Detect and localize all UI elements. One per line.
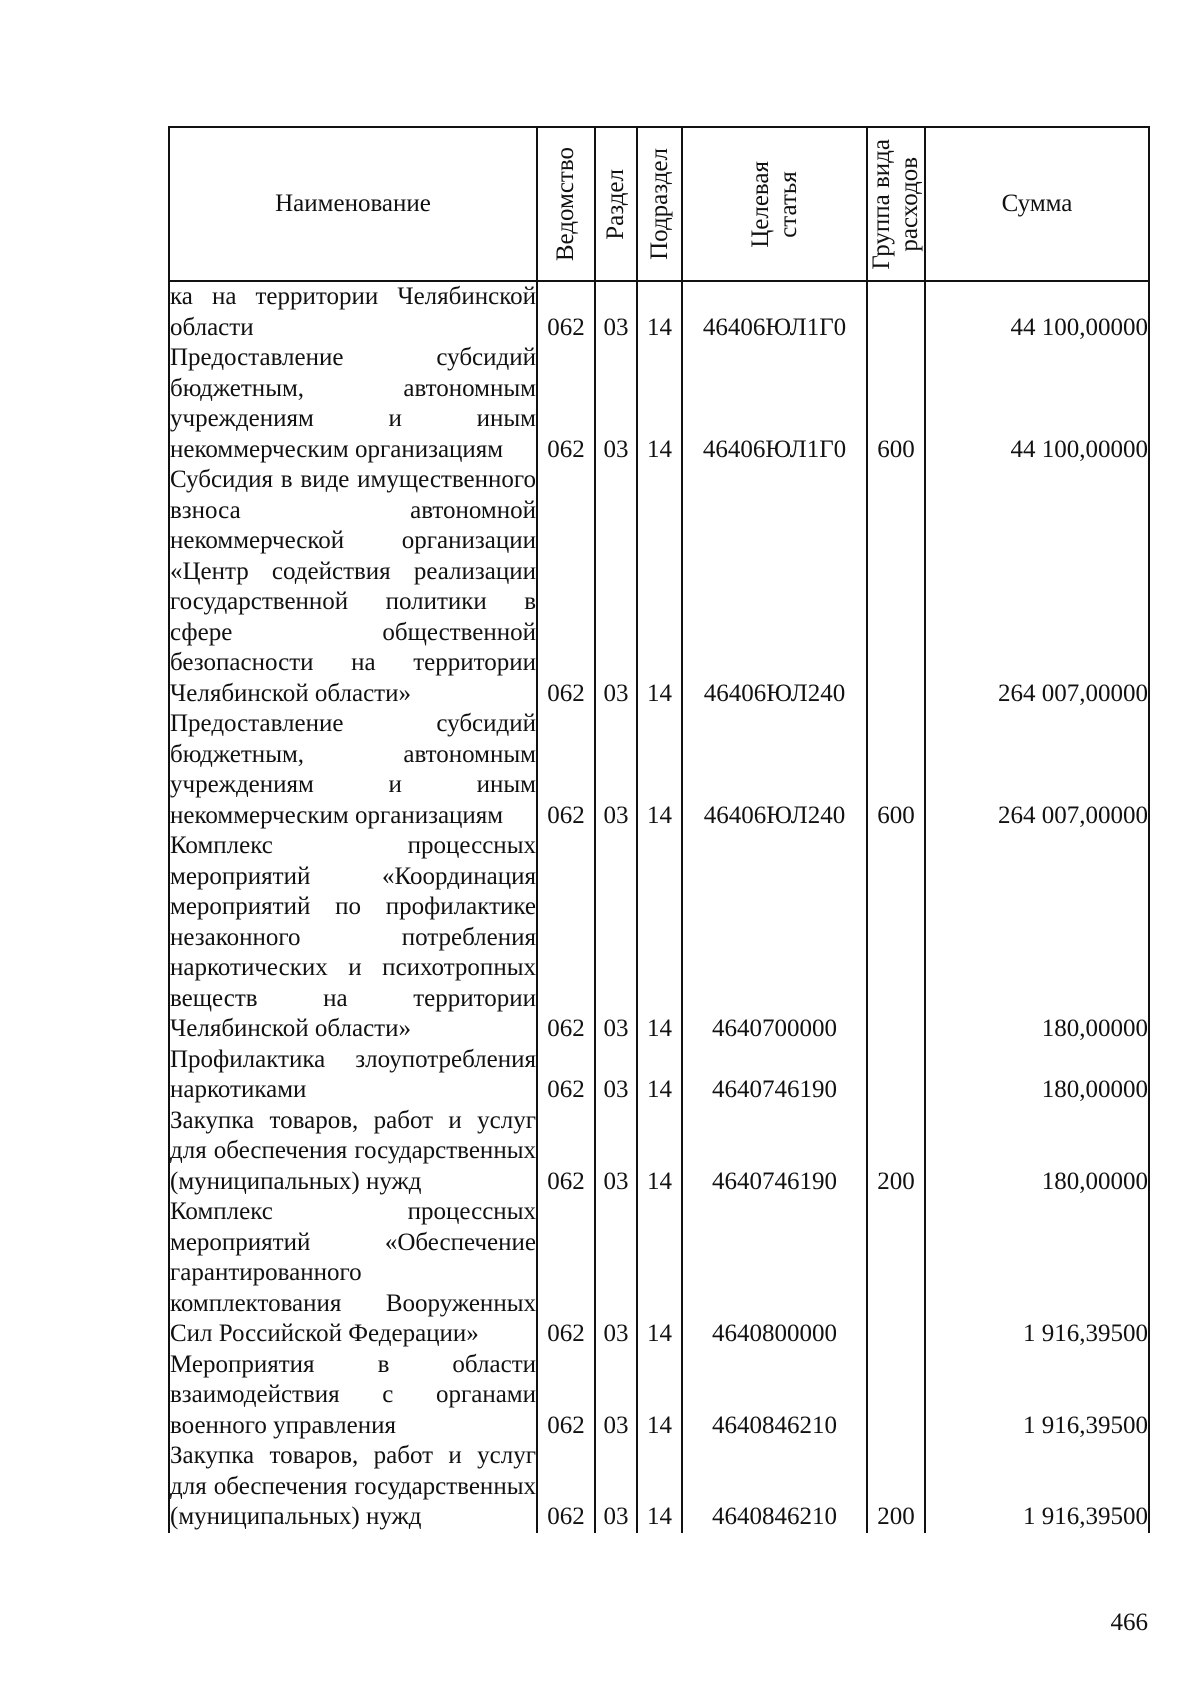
row-razdel: 03	[595, 465, 637, 709]
row-podrazdel: 14	[637, 1106, 682, 1198]
row-summa: 44 100,00000	[925, 281, 1149, 343]
row-podrazdel: 14	[637, 1197, 682, 1350]
row-name: Предоставление субсидий бюджетным, автономным учреждениям и иным некоммерческим организациям	[169, 709, 537, 831]
row-gruppa: 200	[867, 1106, 925, 1198]
row-name: Субсидия в виде имущественного взноса автономной некоммерческой организации «Центр содействия реализации государственной политики в сфере общественной безопасности на территории Челябинской области»	[169, 465, 537, 709]
row-podrazdel: 14	[637, 465, 682, 709]
header-gruppa-line1: Группа вида	[868, 138, 895, 270]
row-vedomstvo: 062	[537, 281, 595, 343]
row-razdel: 03	[595, 831, 637, 1045]
row-gruppa	[867, 1197, 925, 1350]
row-celevaya: 46406ЮЛ240	[682, 709, 867, 831]
row-vedomstvo: 062	[537, 1197, 595, 1350]
row-name: Закупка товаров, работ и услуг для обеспечения государственных (муниципальных) нужд	[169, 1106, 537, 1198]
header-gruppa	[867, 127, 925, 281]
row-celevaya: 46406ЮЛ240	[682, 465, 867, 709]
row-summa: 180,00000	[925, 1045, 1149, 1106]
row-summa: 180,00000	[925, 1106, 1149, 1198]
row-gruppa	[867, 1350, 925, 1442]
row-celevaya: 4640846210	[682, 1441, 867, 1533]
row-razdel: 03	[595, 1350, 637, 1442]
table-row	[169, 465, 1149, 709]
row-vedomstvo: 062	[537, 343, 595, 465]
row-gruppa: 600	[867, 343, 925, 465]
row-summa: 44 100,00000	[925, 343, 1149, 465]
header-summa-label: Сумма	[1001, 189, 1073, 217]
budget-table	[168, 126, 1150, 1533]
row-summa: 1 916,39500	[925, 1441, 1149, 1533]
row-razdel: 03	[595, 1197, 637, 1350]
row-vedomstvo: 062	[537, 465, 595, 709]
row-vedomstvo: 062	[537, 709, 595, 831]
row-podrazdel: 14	[637, 1045, 682, 1106]
row-vedomstvo: 062	[537, 1106, 595, 1198]
row-name: Предоставление субсидий бюджетным, автономным учреждениям и иным некоммерческим организациям	[169, 343, 537, 465]
header-celevaya-line2: статья	[774, 170, 802, 238]
row-celevaya: 4640800000	[682, 1197, 867, 1350]
header-celevaya-label	[747, 161, 803, 248]
row-podrazdel: 14	[637, 1441, 682, 1533]
row-razdel: 03	[595, 709, 637, 831]
table-row	[169, 1045, 1149, 1106]
table-row	[169, 1106, 1149, 1198]
header-podrazdel	[637, 127, 682, 281]
row-celevaya: 4640746190	[682, 1106, 867, 1198]
row-gruppa: 600	[867, 709, 925, 831]
row-gruppa	[867, 831, 925, 1045]
row-razdel: 03	[595, 1106, 637, 1198]
row-name: Комплекс процессных мероприятий «Координация мероприятий по профилактике незаконного потребления наркотических и психотропных веществ на территории Челябинской области»	[169, 831, 537, 1045]
row-celevaya: 4640746190	[682, 1045, 867, 1106]
row-name: Профилактика злоупотребления наркотиками	[169, 1045, 537, 1106]
header-name-label: Наименование	[275, 189, 431, 217]
row-name: ка на территории Челябинской области	[169, 281, 537, 343]
row-name: Мероприятия в области взаимодействия с органами военного управления	[169, 1350, 537, 1442]
header-vedomstvo	[537, 127, 595, 281]
row-podrazdel: 14	[637, 343, 682, 465]
table-row	[169, 343, 1149, 465]
row-gruppa: 200	[867, 1441, 925, 1533]
header-summa	[925, 127, 1149, 281]
header-gruppa-label	[868, 139, 924, 270]
row-gruppa	[867, 281, 925, 343]
row-celevaya: 46406ЮЛ1Г0	[682, 281, 867, 343]
row-podrazdel: 14	[637, 709, 682, 831]
row-name: Закупка товаров, работ и услуг для обеспечения государственных (муниципальных) нужд	[169, 1441, 537, 1533]
header-vedomstvo-label: Ведомство	[552, 146, 579, 262]
table-body	[169, 281, 1149, 1533]
row-vedomstvo: 062	[537, 1045, 595, 1106]
header-razdel	[595, 127, 637, 281]
table-row	[169, 1197, 1149, 1350]
row-vedomstvo: 062	[537, 1441, 595, 1533]
row-podrazdel: 14	[637, 1350, 682, 1442]
row-podrazdel: 14	[637, 281, 682, 343]
row-razdel: 03	[595, 281, 637, 343]
header-celevaya	[682, 127, 867, 281]
row-summa: 1 916,39500	[925, 1197, 1149, 1350]
row-summa: 264 007,00000	[925, 465, 1149, 709]
header-podrazdel-label: Подраздел	[645, 148, 673, 260]
table-row	[169, 709, 1149, 831]
row-razdel: 03	[595, 1045, 637, 1106]
row-summa: 180,00000	[925, 831, 1149, 1045]
table-row	[169, 1350, 1149, 1442]
row-gruppa	[867, 1045, 925, 1106]
table-row	[169, 831, 1149, 1045]
row-summa: 1 916,39500	[925, 1350, 1149, 1442]
table-row	[169, 1441, 1149, 1533]
row-podrazdel: 14	[637, 831, 682, 1045]
header-name	[169, 127, 537, 281]
row-celevaya: 4640846210	[682, 1350, 867, 1442]
table-header	[169, 127, 1149, 281]
row-summa: 264 007,00000	[925, 709, 1149, 831]
row-vedomstvo: 062	[537, 1350, 595, 1442]
row-vedomstvo: 062	[537, 831, 595, 1045]
header-celevaya-line1: Целевая	[746, 160, 774, 248]
row-name: Комплекс процессных мероприятий «Обеспечение гарантированного комплектования Вооруженных Сил Российской Федерации»	[169, 1197, 537, 1350]
row-gruppa	[867, 465, 925, 709]
row-razdel: 03	[595, 343, 637, 465]
header-gruppa-line2: расходов	[896, 156, 923, 252]
table-row	[169, 281, 1149, 343]
row-celevaya: 4640700000	[682, 831, 867, 1045]
page-number: 466	[1110, 1609, 1148, 1636]
row-celevaya: 46406ЮЛ1Г0	[682, 343, 867, 465]
header-razdel-label: Раздел	[602, 168, 629, 240]
row-razdel: 03	[595, 1441, 637, 1533]
